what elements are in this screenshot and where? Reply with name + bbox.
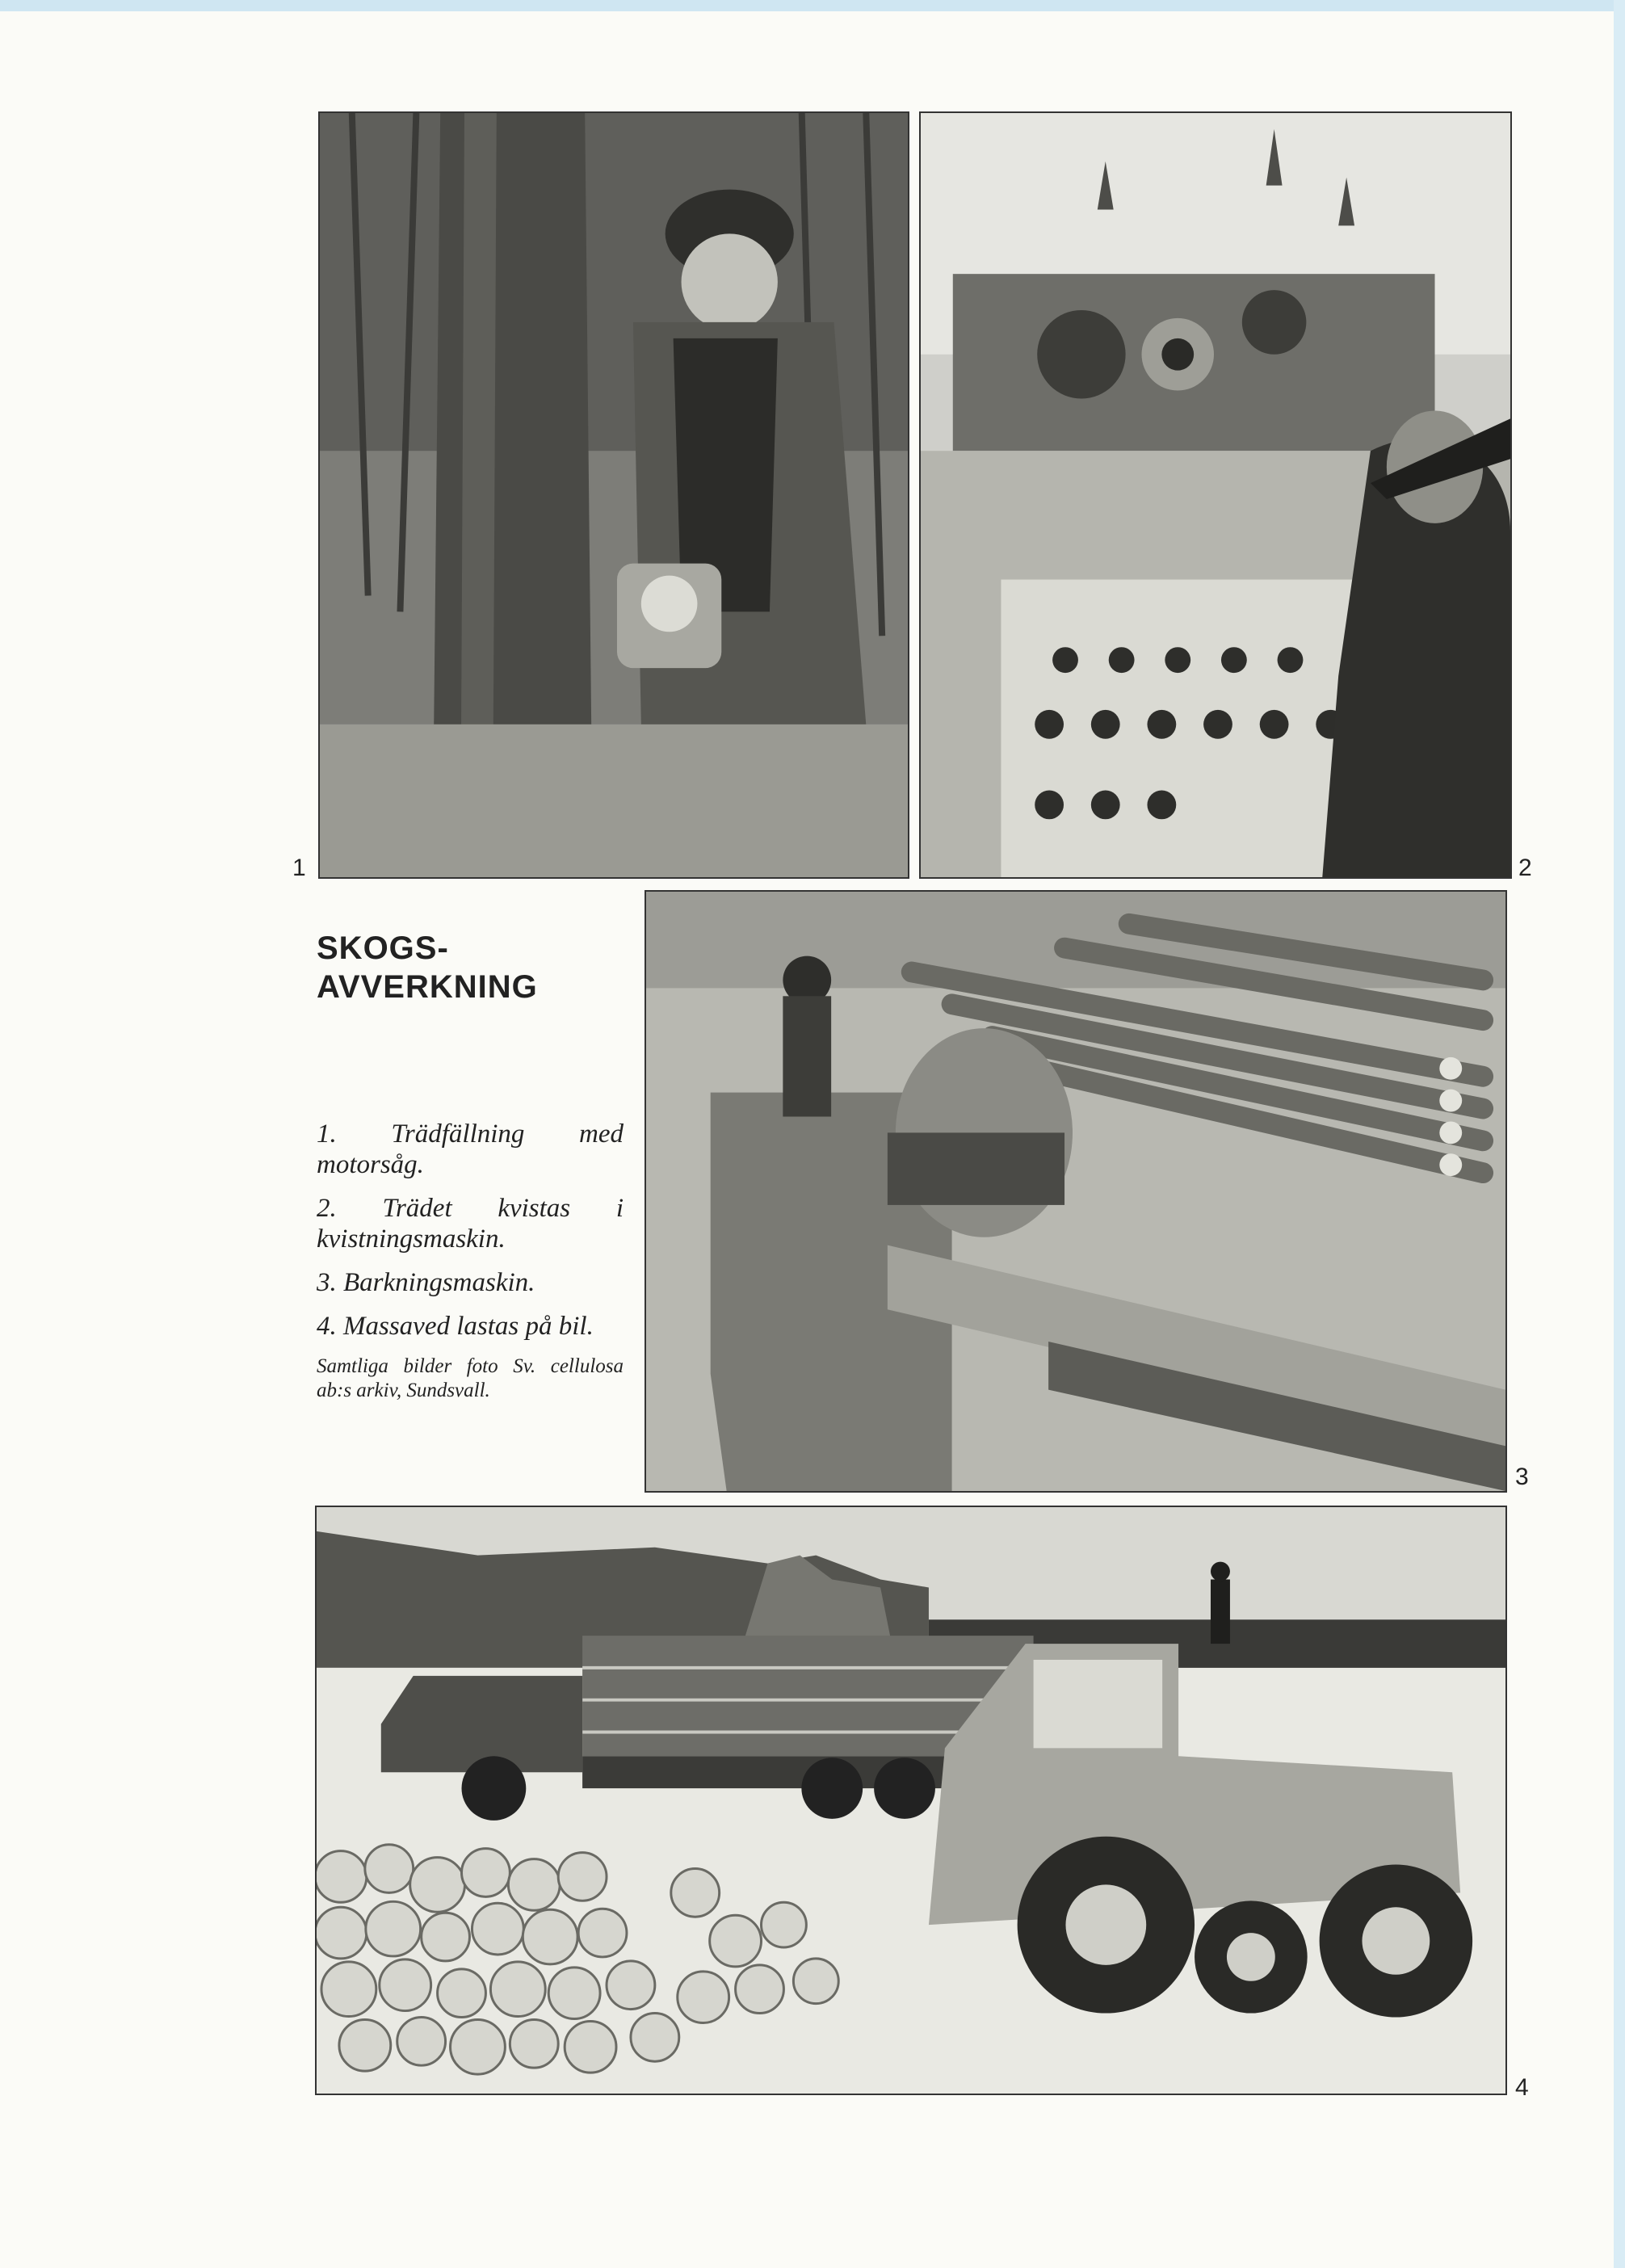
figure-number-3: 3 bbox=[1515, 1464, 1529, 1490]
heading-line-2: AVVERKNING bbox=[317, 969, 538, 1005]
photo-delimbing-machine bbox=[919, 111, 1512, 879]
photo-pulpwood-loading bbox=[315, 1506, 1507, 2095]
page-right-edge bbox=[1614, 0, 1625, 2268]
figure-number-2: 2 bbox=[1518, 855, 1532, 881]
photo-tree-felling bbox=[318, 111, 909, 879]
caption-4: 4. Massaved lastas på bil. bbox=[317, 1312, 594, 1341]
photo-debarking-machine bbox=[645, 890, 1507, 1493]
figure-number-1: 1 bbox=[292, 855, 306, 881]
figure-number-4: 4 bbox=[1515, 2074, 1529, 2101]
caption-block bbox=[317, 1119, 624, 1403]
page-heading bbox=[317, 929, 538, 1006]
page-top-edge bbox=[0, 0, 1625, 11]
photo-credit: Samtliga bilder foto Sv. cellulosa ab:s arkiv, Sundsvall. bbox=[317, 1355, 624, 1401]
heading-line-1: SKOGS- bbox=[317, 930, 449, 966]
caption-3: 3. Barkningsmaskin. bbox=[317, 1268, 535, 1297]
caption-1: 1. Trädfällning med motorsåg. bbox=[317, 1119, 624, 1179]
caption-2: 2. Trädet kvistas i kvistningsmaskin. bbox=[317, 1194, 624, 1254]
